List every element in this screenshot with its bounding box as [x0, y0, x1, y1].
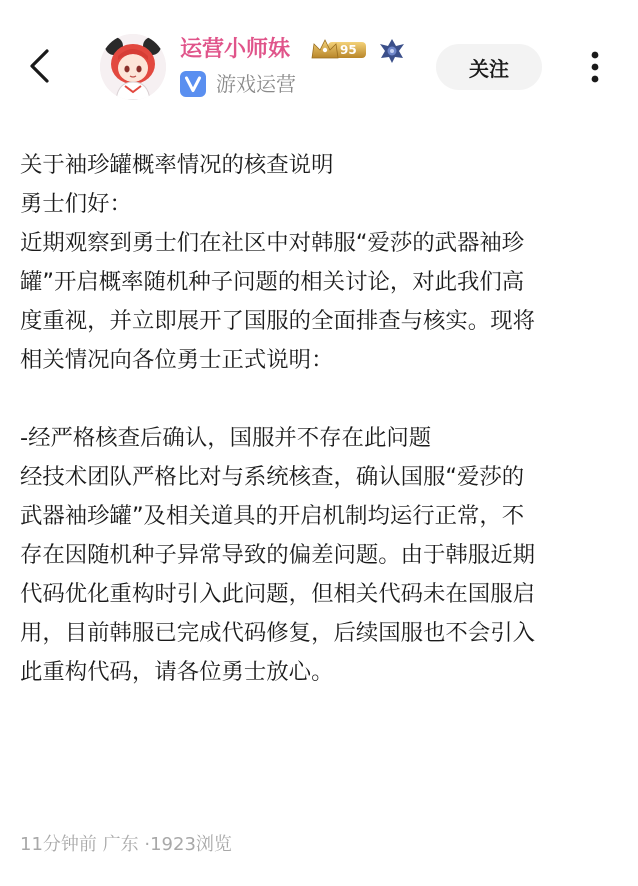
avatar-image: [100, 34, 166, 100]
section-line: 代码优化重构时引入此问题，但相关代码未在国服启: [20, 581, 535, 607]
verified-v-icon: [180, 71, 206, 97]
post-location: 广东: [102, 834, 139, 855]
level-number: 95: [340, 43, 357, 57]
view-count: 1923浏览: [150, 834, 232, 855]
back-chevron-icon: [27, 48, 53, 84]
intro-line: 度重视，并立即展开了国服的全面排查与核实。现将: [20, 308, 535, 334]
post-time: 11分钟前: [20, 834, 97, 855]
section-line: 此重构代码，请各位勇士放心。: [20, 659, 334, 685]
post-title: 关于袖珍罐概率情况的核查说明: [20, 152, 334, 178]
post-header: [0, 0, 638, 120]
rank-emblem-icon: [378, 38, 406, 64]
post-greeting: 勇士们好：: [20, 191, 132, 217]
section-line: 经技术团队严格比对与系统核查，确认国服“爱莎的: [20, 464, 525, 490]
meta-separator: ·: [144, 834, 151, 855]
intro-line: 相关情况向各位勇士正式说明：: [20, 347, 334, 373]
section-heading: -经严格核查后确认，国服并不存在此问题: [20, 425, 432, 451]
avatar[interactable]: [100, 34, 166, 100]
intro-line: 罐”开启概率随机种子问题的相关讨论，对此我们高: [20, 269, 525, 295]
follow-button[interactable]: 关注: [436, 44, 542, 90]
section-line: 武器袖珍罐”及相关道具的开启机制均运行正常，不: [20, 503, 525, 529]
post-meta: [20, 832, 232, 858]
intro-line: 近期观察到勇士们在社区中对韩服“爱莎的武器袖珍: [20, 230, 525, 256]
username[interactable]: 运营小师妹: [180, 37, 291, 62]
section-line: 用，目前韩服已完成代码修复，后续国服也不会引入: [20, 620, 535, 646]
back-button[interactable]: [18, 44, 62, 88]
more-options-button[interactable]: [580, 46, 610, 88]
crown-level-badge-icon: [310, 38, 368, 62]
role-label: 游戏运营: [216, 72, 296, 96]
paragraph-spacer: [20, 380, 624, 419]
post-content: [20, 146, 624, 692]
section-line: 存在因随机种子异常导致的偏差问题。由于韩服近期: [20, 542, 535, 568]
more-vertical-icon: [591, 50, 599, 84]
